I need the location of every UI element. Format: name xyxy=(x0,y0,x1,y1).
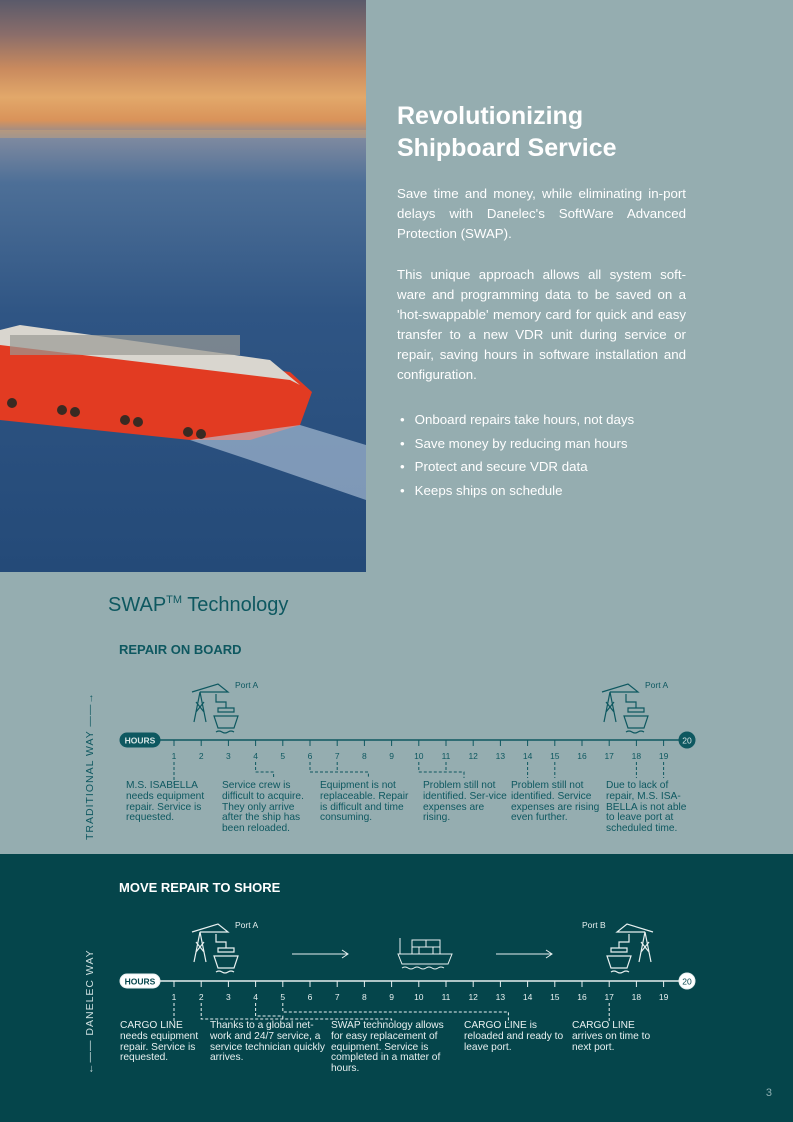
page-number: 3 xyxy=(765,1087,772,1099)
tick-label: 9 xyxy=(389,992,394,1002)
port-icon xyxy=(607,924,653,973)
list-item: • Save money by reducing man hours xyxy=(400,432,634,456)
swap-word: SWAP xyxy=(108,594,167,616)
tick-label: 12 xyxy=(468,992,478,1002)
ship-icon xyxy=(607,934,631,973)
traditional-way-label: TRADITIONAL WAY ——→ xyxy=(84,692,96,840)
tick-label: 4 xyxy=(253,751,258,761)
swap-heading xyxy=(108,594,288,617)
connector-line xyxy=(256,1003,283,1019)
tick-label: 15 xyxy=(550,751,560,761)
intro-paragraph: Save time and money, while eliminating in-port delays with Danelec's SoftWare Advanced Protection (SWAP). xyxy=(397,186,686,241)
tick-label: 14 xyxy=(522,992,533,1002)
tick-label: 2 xyxy=(198,992,204,1002)
swap-suffix: Technology xyxy=(182,594,289,616)
tick-label: 10 xyxy=(414,751,424,761)
tick-label: 6 xyxy=(307,992,313,1002)
connector-line xyxy=(256,762,274,778)
traditional-timeline xyxy=(0,670,793,790)
timeline-description: Due to lack of repair, M.S. ISA-BELLA is not able to leave port at scheduled time. xyxy=(606,780,687,835)
tick-label: 18 xyxy=(631,992,642,1002)
tick-label: 19 xyxy=(658,992,669,1002)
tick-label: 9 xyxy=(389,751,394,761)
title-line-2: Shipboard Service xyxy=(397,134,617,162)
timeline-description: SWAP technology allows for easy replacement of equipment. Service is completed in a matter of hours. xyxy=(331,1020,444,1075)
connector-line xyxy=(528,762,555,778)
end-label: 20 xyxy=(682,976,692,987)
tick-label: 8 xyxy=(362,751,367,761)
tick-label: 3 xyxy=(226,992,231,1002)
danelec-way-label: ←—— DANELEC WAY xyxy=(84,949,96,1074)
danelec-timeline xyxy=(0,910,793,1030)
tick-label: 6 xyxy=(307,751,313,761)
tick-label: 10 xyxy=(414,992,424,1002)
timeline-description: Service crew is difficult to acquire. They only arrive after the ship has been reloaded. xyxy=(222,780,304,835)
tick-label: 16 xyxy=(577,992,587,1002)
tick-label: 3 xyxy=(226,751,231,761)
tick-label: 19 xyxy=(658,751,669,761)
tick-label: 5 xyxy=(280,751,286,761)
port-icon xyxy=(602,684,648,733)
tick-label: 18 xyxy=(631,751,642,761)
hours-label: HOURS xyxy=(124,735,156,746)
tick-label: 7 xyxy=(334,751,340,761)
connector-line xyxy=(636,762,663,778)
port-icon xyxy=(192,684,238,733)
tick-label: 8 xyxy=(362,992,367,1002)
trademark: TM xyxy=(166,594,183,606)
timeline-description: Equipment is not replaceable. Repair is difficult and time consuming. xyxy=(320,780,409,824)
ship-icon xyxy=(624,694,648,733)
tick-label: 16 xyxy=(577,751,587,761)
timeline-description: Problem still not identified. Ser-vice expenses are rising. xyxy=(423,780,507,824)
port-label: Port A xyxy=(645,680,669,690)
swap-paragraph: This unique approach allows all system soft-ware and programming data to be saved on a 'hot-swappable' memory card for quick and easy transfer to a new VDR unit during service or repair, saving hours in software installation and configuration. xyxy=(397,267,686,382)
cargo-ship-icon xyxy=(398,938,452,969)
move-repair-title: MOVE REPAIR TO SHORE xyxy=(119,880,281,895)
tick-label: 13 xyxy=(495,751,506,761)
tick-label: 7 xyxy=(334,992,340,1002)
tick-label: 5 xyxy=(280,992,286,1002)
tick-label: 11 xyxy=(441,992,451,1002)
tick-label: 2 xyxy=(198,751,204,761)
connector-line xyxy=(419,762,464,778)
tick-label: 17 xyxy=(604,992,614,1002)
cargo-ship-shape xyxy=(398,938,452,969)
tick-label: 1 xyxy=(171,992,177,1002)
ship-icon xyxy=(214,934,238,973)
connector-line xyxy=(310,762,368,778)
timeline-description: CARGO LINE needs equipment repair. Service is requested. xyxy=(120,1020,199,1064)
port-label: Port A xyxy=(235,920,259,930)
title-line-1: Revolutionizing xyxy=(397,102,584,130)
hours-label: HOURS xyxy=(124,976,156,987)
list-item: • Keeps ships on schedule xyxy=(400,479,634,503)
port-icon xyxy=(192,924,238,973)
timeline-description: CARGO LINE arrives on time to next port. xyxy=(572,1020,651,1053)
tick-label: 17 xyxy=(604,751,614,761)
port-label: Port B xyxy=(582,920,606,930)
tick-label: 12 xyxy=(468,751,478,761)
timeline-description: Problem still not identified. Service expenses are rising even further. xyxy=(511,780,600,824)
tick-label: 14 xyxy=(522,751,533,761)
repair-on-board-title: REPAIR ON BOARD xyxy=(119,642,242,657)
list-item: • Onboard repairs take hours, not days xyxy=(400,408,634,432)
ship-photo xyxy=(0,0,366,572)
tick-label: 11 xyxy=(441,751,451,761)
timeline-description: Thanks to a global net-work and 24/7 service, a service technician quickly arrives. xyxy=(210,1020,325,1064)
page-title xyxy=(397,100,617,164)
end-label: 20 xyxy=(682,735,692,746)
timeline-description: M.S. ISABELLA needs equipment repair. Service is requested. xyxy=(126,780,205,824)
timeline-description: CARGO LINE is reloaded and ready to leave port. xyxy=(464,1020,564,1053)
tick-label: 15 xyxy=(550,992,560,1002)
tick-label: 13 xyxy=(495,992,506,1002)
ship-icon xyxy=(214,694,238,733)
tick-label: 1 xyxy=(171,751,177,761)
port-label: Port A xyxy=(235,680,259,690)
list-item: • Protect and secure VDR data xyxy=(400,455,634,479)
tick-label: 4 xyxy=(253,992,258,1002)
benefits-list xyxy=(400,408,634,502)
